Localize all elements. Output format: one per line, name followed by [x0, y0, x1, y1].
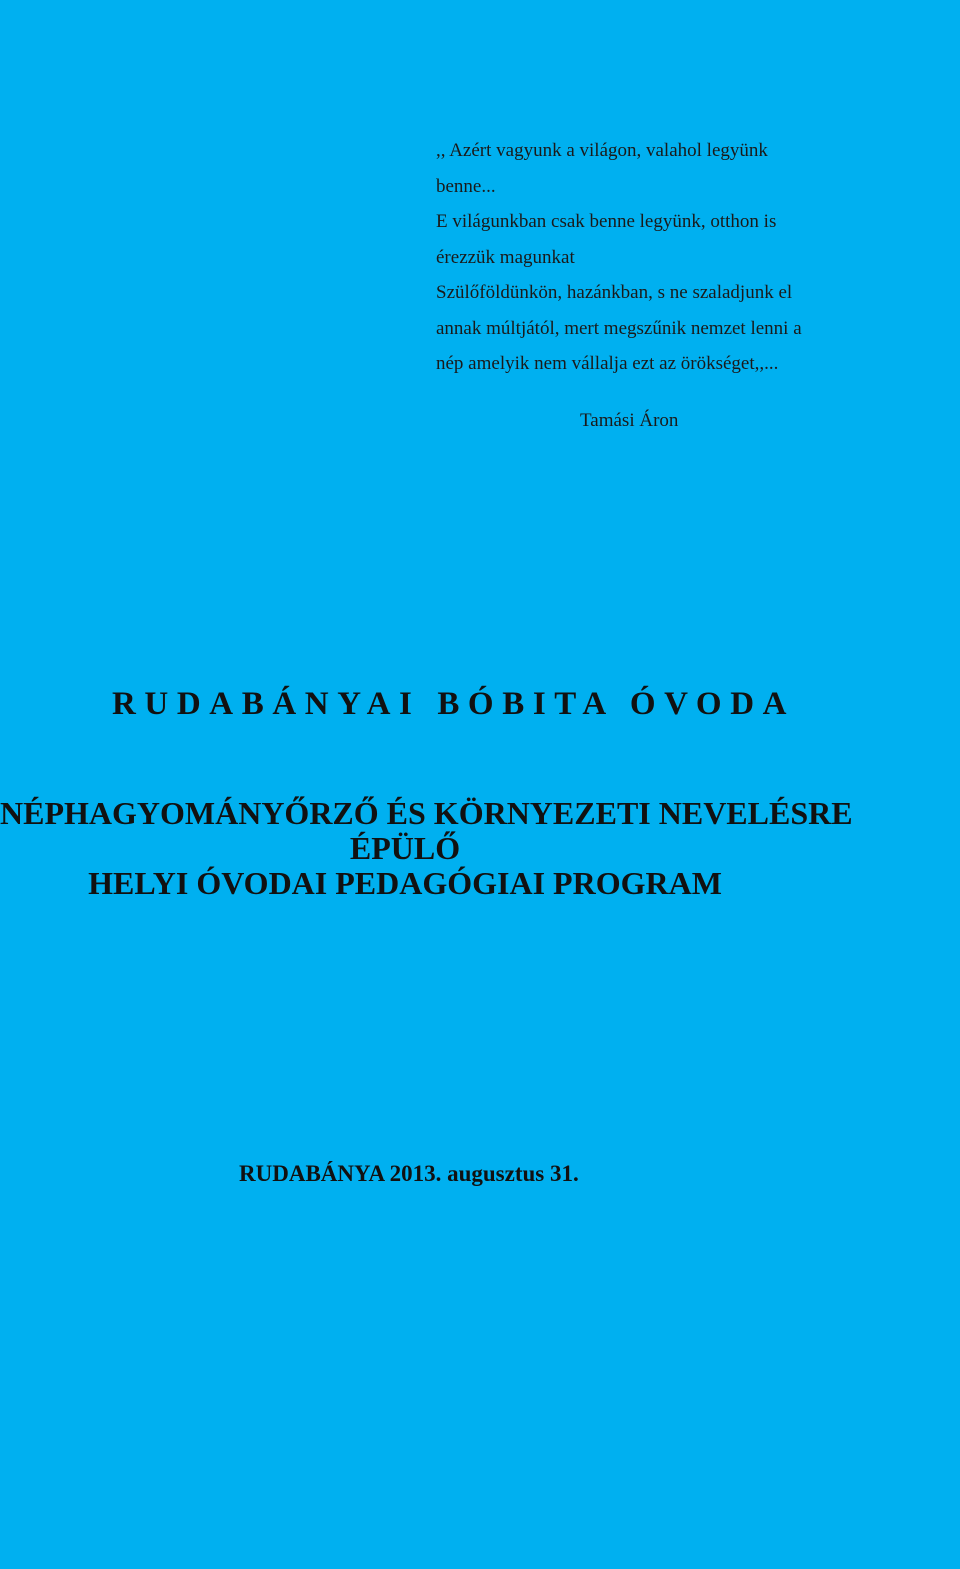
program-title-line-3: HELYI ÓVODAI PEDAGÓGIAI PROGRAM: [88, 865, 722, 901]
program-title: [0, 795, 853, 901]
quote-line: Szülőföldünkön, hazánkban, s ne szaladjunk el: [436, 282, 793, 303]
quote-line: ,, Azért vagyunk a világon, valahol legyünk: [436, 140, 768, 161]
quote-line: érezzük magunkat: [436, 246, 575, 268]
quote-line: benne...: [436, 175, 496, 197]
quote-author: Tamási Áron: [580, 410, 679, 431]
quote-line: E világunkban csak benne legyünk, otthon is: [436, 211, 777, 232]
quote-line: annak múltjától, mert megszűnik nemzet lenni a: [436, 317, 802, 339]
quote-line: nép amelyik nem vállalja ezt az örökséget,,...: [436, 353, 779, 374]
place-and-date: RUDABÁNYA 2013. augusztus 31.: [239, 1161, 579, 1186]
program-title-line-1: NÉPHAGYOMÁNYŐRZŐ ÉS KÖRNYEZETI NEVELÉSRE: [0, 795, 853, 831]
school-name-heading: RUDABÁNYAI BÓBITA ÓVODA: [112, 686, 796, 722]
motto-quote: [436, 133, 836, 382]
program-title-line-2: ÉPÜLŐ: [349, 830, 461, 866]
